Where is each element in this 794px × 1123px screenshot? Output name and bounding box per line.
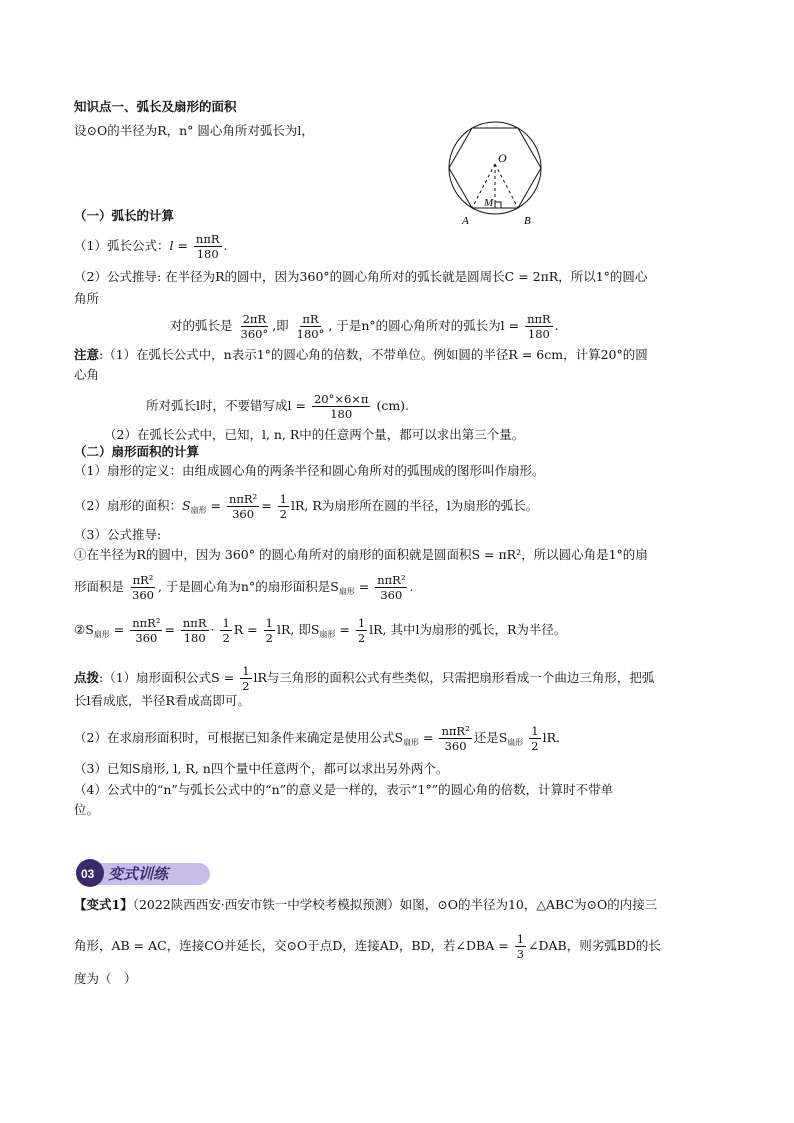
exercise-line2: 角形，AB = AC，连接CO并延长，交⊙O于点D，连接AD，BD，若∠DBA = $\frac{1}{3}$ ∠DAB，则劣弧BD的长 <box>74 932 661 961</box>
sector-definition: （1）扇形的定义：由组成圆心角的两条半径和圆心角所对的弧围成的图形叫作扇形。 <box>74 463 545 478</box>
exercise-line1: 【变式1】（2022陕西西安·西安市铁一中学校考模拟预测）如图，⊙O的半径为10，△ABC为⊙O的内接三 <box>74 897 658 912</box>
arc-derivation-line1: （2）公式推导: 在半径为R的圆中，因为360°的圆心角所对的弧长就是圆周长C = 2πR，所以1°的圆心 <box>74 269 648 284</box>
arc-derivation-line2: 角所 <box>74 291 100 306</box>
exercise-line3: 度为（ ） <box>74 971 137 986</box>
tip-line4: （3）已知S扇形, l, R, n四个量中任意两个，都可以求出另外两个。 <box>74 761 449 776</box>
arc-formula: （1）弧长公式：l = $\frac{\text{nπR}}{180}$ . <box>74 232 228 261</box>
label-o: O <box>498 151 507 165</box>
tip-line1: 点拨:（1）扇形面积公式S = $\frac{1}{2}$ lR与三角形的面积公式有些类似，只需把扇形看成一个曲边三角形，把弧 <box>74 664 655 693</box>
note-line4: （2）在弧长公式中，已知，l, n, R中的任意两个量，都可以求出第三个量。 <box>104 427 525 442</box>
tip-line3: （2）在求扇形面积时，可根据已知条件来确定是使用公式$S_{扇形}$ = $\frac{\text{nπR²}}{360}$ 还是$S_{扇形}$ $\frac{1}{2}$ lR. <box>74 724 560 753</box>
sector-area-formula: （2）扇形的面积：$S_{扇形}$ = $\frac{\text{nπR²}}{360}$ = $\frac{1}{2}$ lR, R为扇形所在圆的半径，l为扇形的弧长。 <box>74 492 539 521</box>
sector-derivation-3: $②S_{扇形}$ = $\frac{\text{nπR²}}{360}$ = $\frac{\text{nπR}}{180}$ · $\frac{1}{2}$ R = $\frac{1}{2}$ lR, 即$S_{扇形}$ = $\frac{1}{2}$ lR, 其中l为扇形的弧长，R为半径。 <box>74 616 567 645</box>
label-m: M <box>484 197 494 209</box>
arc-derivation-line3: 对的弧长是 $\frac{2\pi R}{360^\circ}$ ,即 $\frac{\pi R}{180^\circ}$ , 于是n°的圆心角所对的弧长为l = $\frac{\text{nπR}}{180}$ . <box>170 312 559 341</box>
sector-derivation-1: ①在半径为R的圆中，因为 360° 的圆心角所对的扇形的面积就是圆面积S = πR²，所以圆心角是1°的扇 <box>74 547 648 562</box>
arc-heading: （一）弧长的计算 <box>74 208 175 223</box>
section-banner <box>76 859 212 887</box>
tip-line2: 长l看成底，半径R看成高即可。 <box>74 693 250 708</box>
section-heading: 知识点一、弧长及扇形的面积 <box>74 99 237 114</box>
tip-line5: （4）公式中的“n”与弧长公式中的“n”的意义是一样的，表示“1°”的圆心角的倍数，计算时不带单 <box>74 782 614 797</box>
label-b: B <box>524 215 531 226</box>
sector-derivation-2: 形面积是 $\frac{\text{πR²}}{360}$ , 于是圆心角为n°的扇形面积是$S_{扇形}$ = $\frac{\text{nπR²}}{360}$ . <box>74 573 414 602</box>
banner-number: 03 <box>81 867 95 881</box>
note-line1: 注意:（1）在弧长公式中，n表示1°的圆心角的倍数，不带单位。例如圆的半径R = 6cm，计算20°的圆 <box>74 347 648 362</box>
sector-heading: （二）扇形面积的计算 <box>74 444 200 459</box>
note-line3: 所对弧长l时，不要错写成l = $\frac{20^\circ\times 6\times\pi}{180}$ (cm). <box>146 392 410 421</box>
note-line2: 心角 <box>74 367 100 382</box>
circle-hexagon-figure <box>440 118 550 226</box>
tip-line6: 位。 <box>74 802 100 817</box>
intro-text: 设⊙O的半径为R，n° 圆心角所对弧长为l， <box>74 123 314 138</box>
banner-title: 变式训练 <box>108 865 169 883</box>
sector-derivation-head: （3）公式推导: <box>74 527 162 542</box>
label-a: A <box>462 215 469 226</box>
